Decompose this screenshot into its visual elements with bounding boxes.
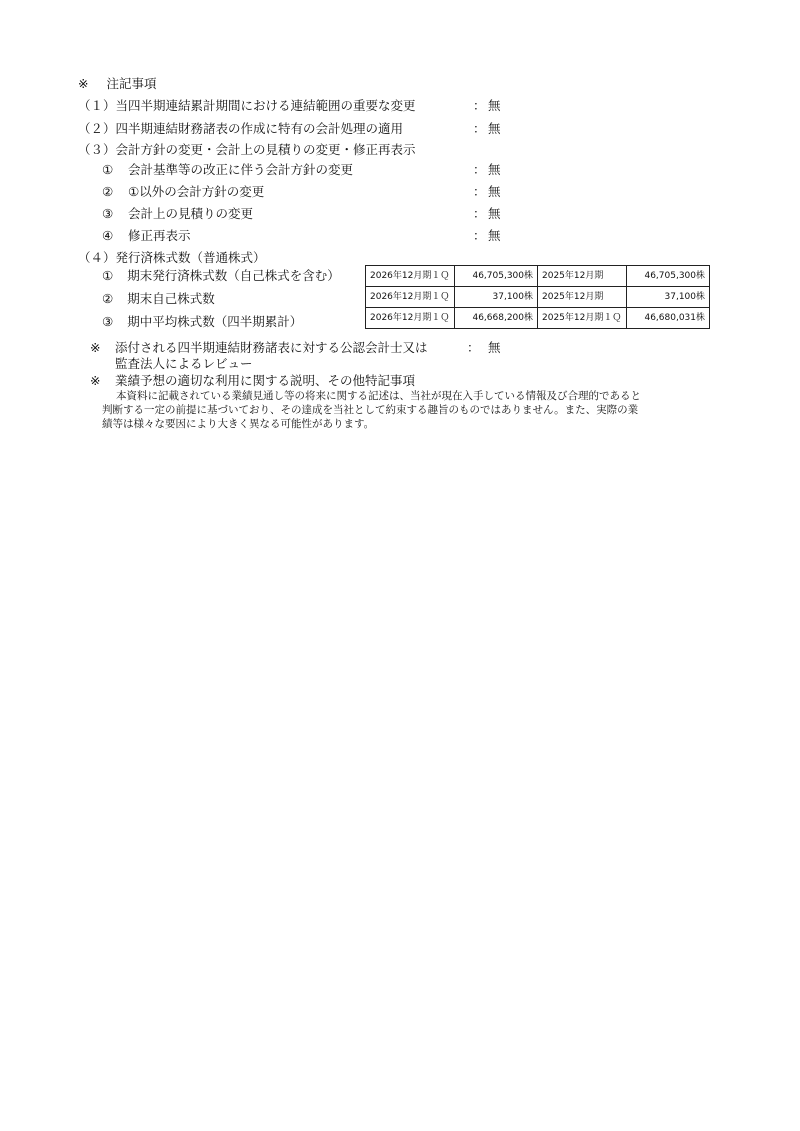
forecast-line-3: 績等は様々な要因により大きく異なる可能性があります。 bbox=[102, 418, 375, 430]
section-3-item-2-value: 無 bbox=[488, 184, 501, 199]
table-cell-period: 2026年12月期１Ｑ bbox=[366, 287, 455, 308]
section-4-row-3-label: 期中平均株式数（四半期累計） bbox=[127, 314, 303, 329]
table-cell-value: 46,668,200株 bbox=[455, 308, 538, 329]
note-item-1-label: （１）当四半期連結累計期間における連結範囲の重要な変更 bbox=[78, 98, 416, 113]
table-cell-value: 46,705,300株 bbox=[455, 266, 538, 287]
notes-title: 注記事項 bbox=[106, 76, 157, 91]
note-item-1-value: 無 bbox=[488, 98, 501, 113]
table-cell-period: 2025年12月期１Ｑ bbox=[538, 308, 627, 329]
forecast-line-2: 判断する一定の前提に基づいており、その達成を当社として約束する趣旨のものではありません。また、実際の業 bbox=[102, 404, 639, 416]
table-cell-value: 37,100株 bbox=[627, 287, 710, 308]
forecast-paragraph bbox=[102, 389, 727, 431]
section-3-item-1-num: ① bbox=[102, 162, 114, 177]
notes-heading bbox=[78, 76, 156, 92]
table-cell-period: 2025年12月期 bbox=[538, 287, 627, 308]
section-4-row-3-num: ③ bbox=[102, 314, 114, 329]
section-3-item-4-num: ④ bbox=[102, 228, 114, 243]
section-3-item-1-label: 会計基準等の改正に伴う会計方針の変更 bbox=[128, 162, 354, 177]
section-3-item-1-colon: ： bbox=[473, 162, 486, 177]
section-3-item-3-value: 無 bbox=[488, 206, 501, 221]
review-line-2: 監査法人によるレビュー bbox=[115, 356, 253, 371]
section-3-item-1-value: 無 bbox=[488, 162, 501, 177]
section-3-item-1 bbox=[102, 162, 522, 178]
table-cell-period: 2026年12月期１Ｑ bbox=[366, 266, 455, 287]
section-3-item-2-label: ①以外の会計方針の変更 bbox=[128, 184, 265, 199]
table-cell-value: 37,100株 bbox=[455, 287, 538, 308]
table-row bbox=[366, 266, 710, 287]
note-item-1-colon: ： bbox=[473, 98, 486, 113]
forecast-title: 業績予想の適切な利用に関する説明、その他特記事項 bbox=[115, 373, 416, 388]
section-3-item-4-value: 無 bbox=[488, 228, 501, 243]
section-4-row-3-label-group bbox=[102, 314, 302, 330]
note-item-2-colon: ： bbox=[473, 121, 486, 136]
section-3-item-2-colon: ： bbox=[473, 184, 486, 199]
note-item-1 bbox=[78, 98, 518, 114]
section-3-title: （３）会計方針の変更・会計上の見積りの変更・修正再表示 bbox=[78, 142, 416, 157]
review-value: 無 bbox=[488, 340, 501, 355]
review-line-1: 添付される四半期連結財務諸表に対する公認会計士又は bbox=[115, 340, 428, 355]
section-4-row-1-label: 期末発行済株式数（自己株式を含む） bbox=[127, 268, 340, 283]
table-cell-value: 46,705,300株 bbox=[627, 266, 710, 287]
forecast-mark: ※ bbox=[90, 373, 101, 388]
notes-mark: ※ bbox=[78, 76, 89, 91]
table-cell-period: 2025年12月期 bbox=[538, 266, 627, 287]
section-3-item-2 bbox=[102, 184, 522, 200]
note-item-2-label: （２）四半期連結財務諸表の作成に特有の会計処理の適用 bbox=[78, 121, 404, 136]
section-3-item-4 bbox=[102, 228, 522, 244]
section-3-item-3-colon: ： bbox=[473, 206, 486, 221]
section-3-item-3-label: 会計上の見積りの変更 bbox=[128, 206, 254, 221]
section-3-item-4-label: 修正再表示 bbox=[128, 228, 191, 243]
section-4-row-2-label: 期末自己株式数 bbox=[127, 291, 215, 306]
section-3-item-3-num: ③ bbox=[102, 206, 114, 221]
table-row bbox=[366, 308, 710, 329]
table-cell-period: 2026年12月期１Ｑ bbox=[366, 308, 455, 329]
section-3-item-2-num: ② bbox=[102, 184, 114, 199]
section-4-title: （４）発行済株式数（普通株式） bbox=[78, 250, 266, 265]
section-4-row-1-num: ① bbox=[102, 268, 114, 283]
review-colon: ： bbox=[467, 340, 480, 355]
section-3-item-3 bbox=[102, 206, 522, 222]
table-row bbox=[366, 287, 710, 308]
table-cell-value: 46,680,031株 bbox=[627, 308, 710, 329]
section-3-item-4-colon: ： bbox=[473, 228, 486, 243]
section-4-row-2-label-group bbox=[102, 291, 215, 307]
section-4-row-1-label-group bbox=[102, 268, 340, 284]
shares-table bbox=[365, 265, 710, 329]
section-4-row-2-num: ② bbox=[102, 291, 114, 306]
note-item-2 bbox=[78, 121, 518, 137]
forecast-line-1: 本資料に記載されている業績見通し等の将来に関する記述は、当社が現在入手している情報及び合理的であると bbox=[116, 390, 641, 402]
note-item-2-value: 無 bbox=[488, 121, 501, 136]
review-mark: ※ bbox=[90, 340, 101, 355]
